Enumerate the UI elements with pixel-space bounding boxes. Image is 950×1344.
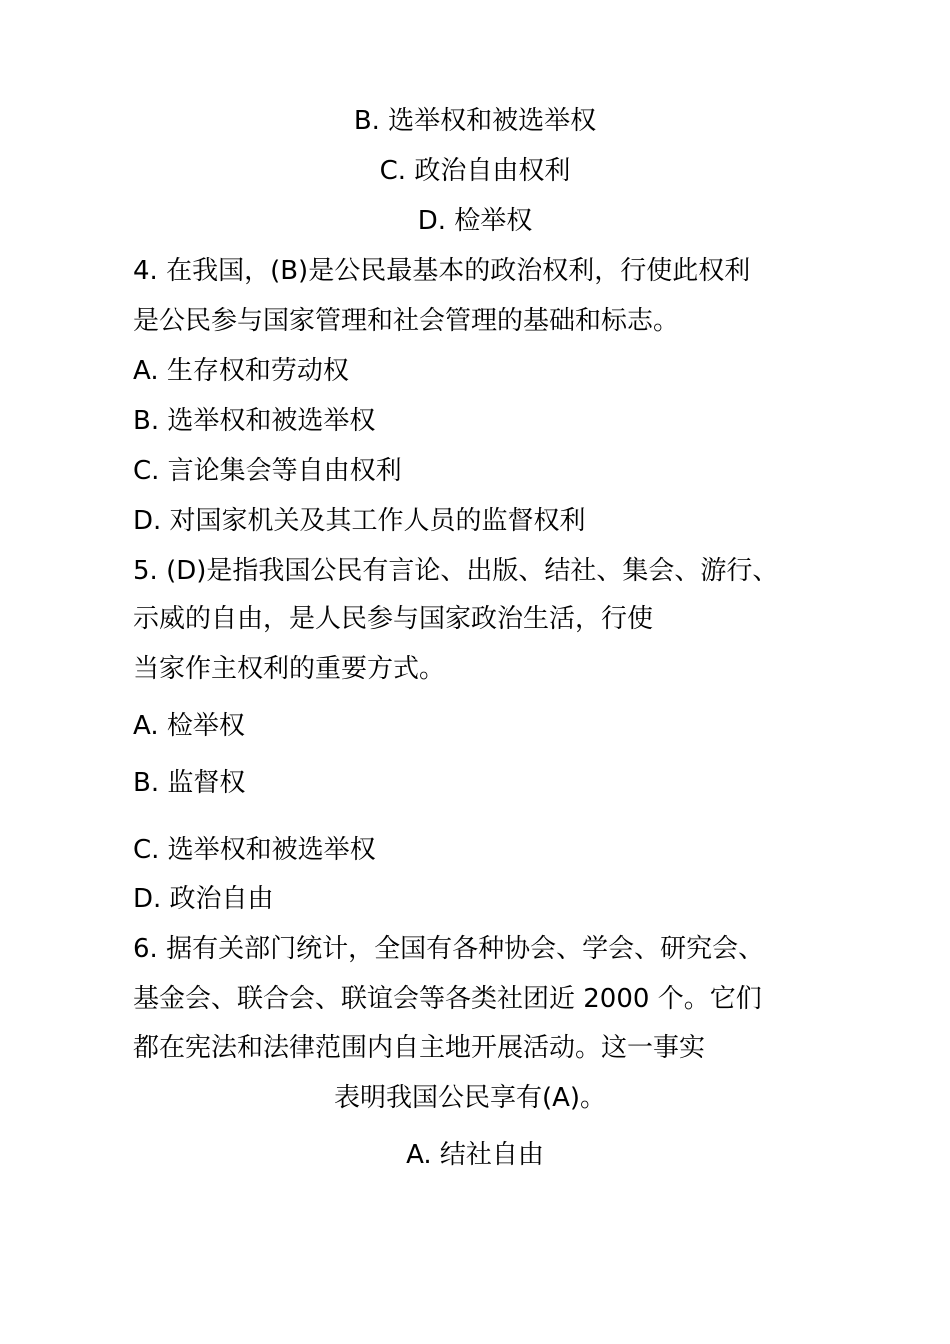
option-b-q5: B. 监督权 [133,768,246,798]
option-a-q6: A. 结社自由 [406,1140,544,1170]
option-c-q3: C. 政治自由权利 [379,156,571,186]
question-6-line-1: 6. 据有关部门统计，全国有各种协会、学会、研究会、 [133,934,765,964]
option-d-q4: D. 对国家机关及其工作人员的监督权利 [133,506,586,536]
question-5-line-3: 当家作主权利的重要方式。 [133,654,446,684]
question-4-line-2: 是公民参与国家管理和社会管理的基础和标志。 [133,306,680,336]
option-c-q5: C. 选举权和被选举权 [133,835,376,865]
option-d-q5: D. 政治自由 [133,884,274,914]
question-6-line-4: 表明我国公民享有(A)。 [333,1083,607,1113]
option-d-q3: D. 检举权 [417,206,533,236]
option-a-q5: A. 检举权 [133,711,245,741]
question-6-line-2: 基金会、联合会、联谊会等各类社团近 2000 个。它们 [133,984,762,1014]
option-a-q4: A. 生存权和劳动权 [133,356,349,386]
question-4-line-1: 4. 在我国，(B)是公民最基本的政治权利，行使此权利 [133,256,751,286]
question-5-line-1: 5. (D)是指我国公民有言论、出版、结社、集会、游行、 [133,556,779,586]
question-6-line-3: 都在宪法和法律范围内自主地开展活动。这一事实 [133,1033,706,1063]
question-5-line-2: 示威的自由，是人民参与国家政治生活，行使 [133,604,654,634]
option-b-q3: B. 选举权和被选举权 [353,106,597,136]
option-c-q4: C. 言论集会等自由权利 [133,456,402,486]
option-b-q4: B. 选举权和被选举权 [133,406,376,436]
